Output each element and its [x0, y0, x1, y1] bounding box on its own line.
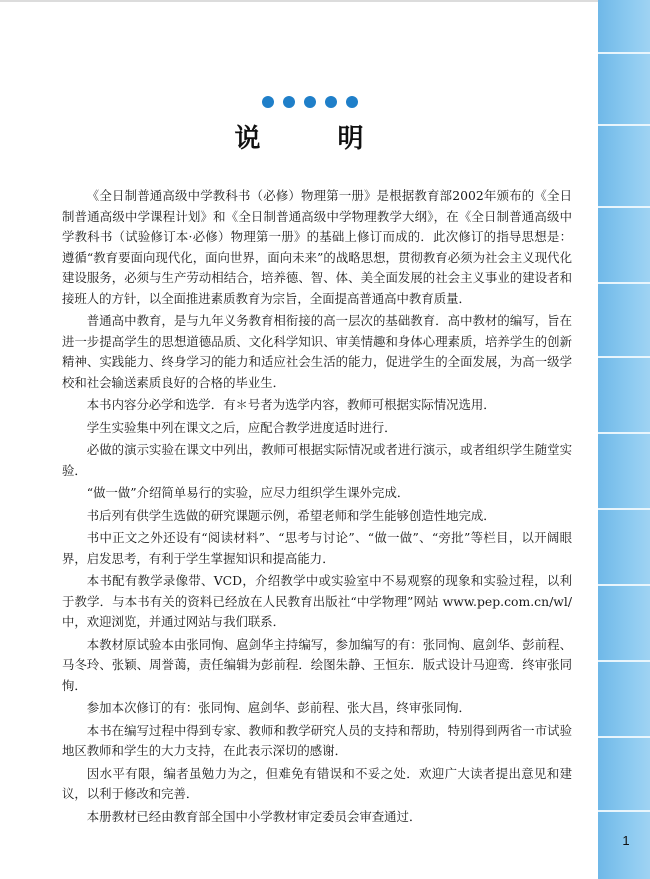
body-text — [62, 186, 572, 829]
paragraph: 本书配有教学录像带、VCD，介绍教学中或实验室中不易观察的现象和实验过程，以利于教学．与本书有关的资料已经放在人民教育出版社“中学物理”网站 www.pep.com.cn/wl/中，欢迎浏览，并通过网站与我们联系． — [62, 573, 572, 629]
top-border-line — [0, 0, 598, 2]
paragraph: 必做的演示实验在课文中列出，教师可根据实际情况或者进行演示，或者组织学生随堂实验． — [62, 442, 572, 478]
strip-divider — [598, 660, 650, 662]
paragraph: 书后列有供学生选做的研究课题示例，希望老师和学生能够创造性地完成． — [86, 507, 496, 523]
paragraph: 普通高中教育，是与九年义务教育相衔接的高一层次的基础教育．高中教材的编写，旨在进一步提高学生的思想道德品质、文化科学知识、审美情趣和身体心理素质，培养学生的创新精神、实践能力、终身学习的能力和适应社会生活的能力，促进学生的全面发展，为高一级学校和社会输送素质良好的合格的毕业生． — [62, 313, 572, 390]
dot-icon — [262, 96, 274, 108]
strip-divider — [598, 432, 650, 434]
paragraph: “做一做”介绍简单易行的实验，应尽力组织学生课外完成． — [86, 485, 410, 500]
dot-icon — [283, 96, 295, 108]
dot-icon — [346, 96, 358, 108]
paragraph: 本册教材已经由教育部全国中小学教材审定委员会审查通过． — [86, 808, 422, 824]
side-color-strip — [598, 0, 650, 879]
page-title: 说 明 — [234, 124, 398, 154]
paragraph: 因水平有限，编者虽勉力为之，但难免有错误和不妥之处．欢迎广大读者提出意见和建议，以利于修改和完善． — [62, 765, 572, 801]
dot-icon — [304, 96, 316, 108]
paragraph: 本教材原试验本由张同恂、扈剑华主持编写，参加编写的有：张同恂、扈剑华、彭前程、马冬玲、张颖、周誉蔼，责任编辑为彭前程．绘图朱静、王恒东．版式设计马迎鸾．终审张同恂． — [62, 636, 572, 693]
strip-divider — [598, 124, 650, 126]
paragraph: 学生实验集中列在课文之后，应配合教学进度适时进行． — [86, 419, 397, 435]
paragraph: 本书内容分必学和选学．有＊号者为选学内容，教师可根据实际情况选用． — [86, 397, 496, 412]
page-number: 1 — [622, 833, 630, 848]
strip-divider — [598, 52, 650, 54]
decorative-dots — [262, 96, 358, 108]
strip-divider — [598, 810, 650, 812]
dot-icon — [325, 96, 337, 108]
paragraph: 参加本次修订的有：张同恂、扈剑华、彭前程、张大昌，终审张同恂． — [86, 700, 471, 715]
paragraph: 书中正文之外还设有“阅读材料”、“思考与讨论”、“做一做”、“旁批”等栏目，以开阔眼界，启发思考，有利于学生掌握知识和提高能力． — [62, 530, 572, 566]
strip-divider — [598, 356, 650, 358]
strip-divider — [598, 282, 650, 284]
strip-divider — [598, 736, 650, 738]
paragraph: 本书在编写过程中得到专家、教师和教学研究人员的支持和帮助，特别得到两省一市试验地区教师和学生的大力支持，在此表示深切的感谢． — [62, 722, 572, 758]
strip-divider — [598, 584, 650, 586]
strip-divider — [598, 508, 650, 510]
strip-divider — [598, 206, 650, 208]
paragraph: 《全日制普通高级中学教科书（必修）物理第一册》是根据教育部2002年颁布的《全日制普通高级中学课程计划》和《全日制普通高级中学物理教学大纲》，在《全日制普通高级中学教科书（试验修订本·必修）物理第一册》的基础上修订而成的．此次修订的指导思想是：遵循“教育要面向现代化，面向世界，面向未来”的战略思想，贯彻教育必须为社会主义现代化建设服务，必须与生产劳动相结合，培养德、智、体、美全面发展的社会主义事业的建设者和接班人的方针，以全面推进素质教育为宗旨，全面提高普通高中教育质量． — [62, 188, 572, 306]
